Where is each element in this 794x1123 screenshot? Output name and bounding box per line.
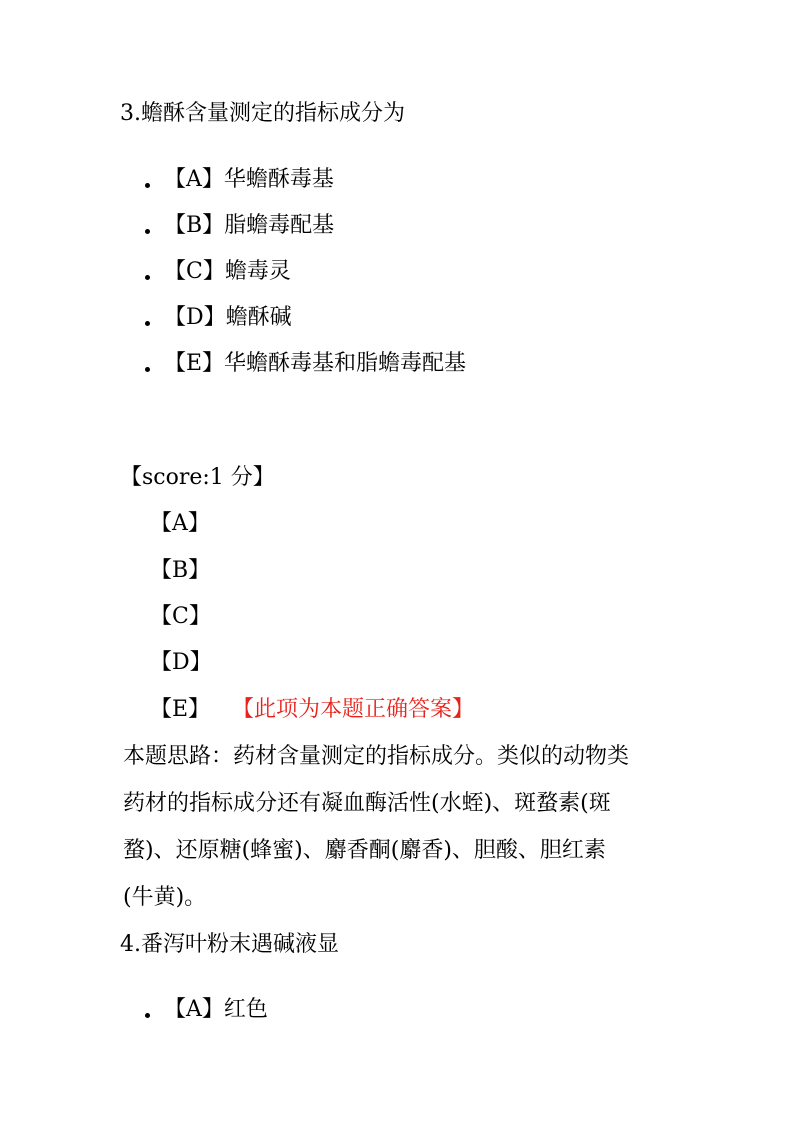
score-label: 【score:1 分】 <box>120 465 275 490</box>
option-d: 【D】蟾酥碱 <box>164 305 292 330</box>
answer-c: 【C】 <box>150 604 211 629</box>
explanation-line: 药材的指标成分还有凝血酶活性(水蛭)、斑蝥素(斑 <box>123 791 611 816</box>
explanation-line: (牛黄)。 <box>123 885 207 910</box>
explanation-line: 蝥)、还原糖(蜂蜜)、麝香酮(麝香)、胆酸、胆红素 <box>123 838 606 863</box>
answer-a: 【A】 <box>150 511 210 536</box>
bullet-icon <box>145 1013 150 1018</box>
option-e: 【E】华蟾酥毒基和脂蟾毒配基 <box>164 351 467 376</box>
answer-e: 【E】 <box>150 697 211 722</box>
option-b: 【B】脂蟾毒配基 <box>164 213 335 238</box>
option-a: 【A】华蟾酥毒基 <box>164 167 334 192</box>
answer-b: 【B】 <box>150 558 211 583</box>
explanation-line: 本题思路：药材含量测定的指标成分。类似的动物类 <box>123 744 630 769</box>
question-4-title: 4.番泻叶粉末遇碱液显 <box>120 932 339 957</box>
option-a: 【A】红色 <box>164 997 268 1022</box>
correct-answer-mark: 【此项为本题正确答案】 <box>232 697 475 722</box>
bullet-icon <box>145 321 150 326</box>
bullet-icon <box>145 229 150 234</box>
bullet-icon <box>145 275 150 280</box>
bullet-icon <box>145 183 150 188</box>
answer-d: 【D】 <box>150 650 212 675</box>
question-3-title: 3.蟾酥含量测定的指标成分为 <box>120 101 405 126</box>
option-c: 【C】蟾毒灵 <box>164 259 291 284</box>
bullet-icon <box>145 367 150 372</box>
